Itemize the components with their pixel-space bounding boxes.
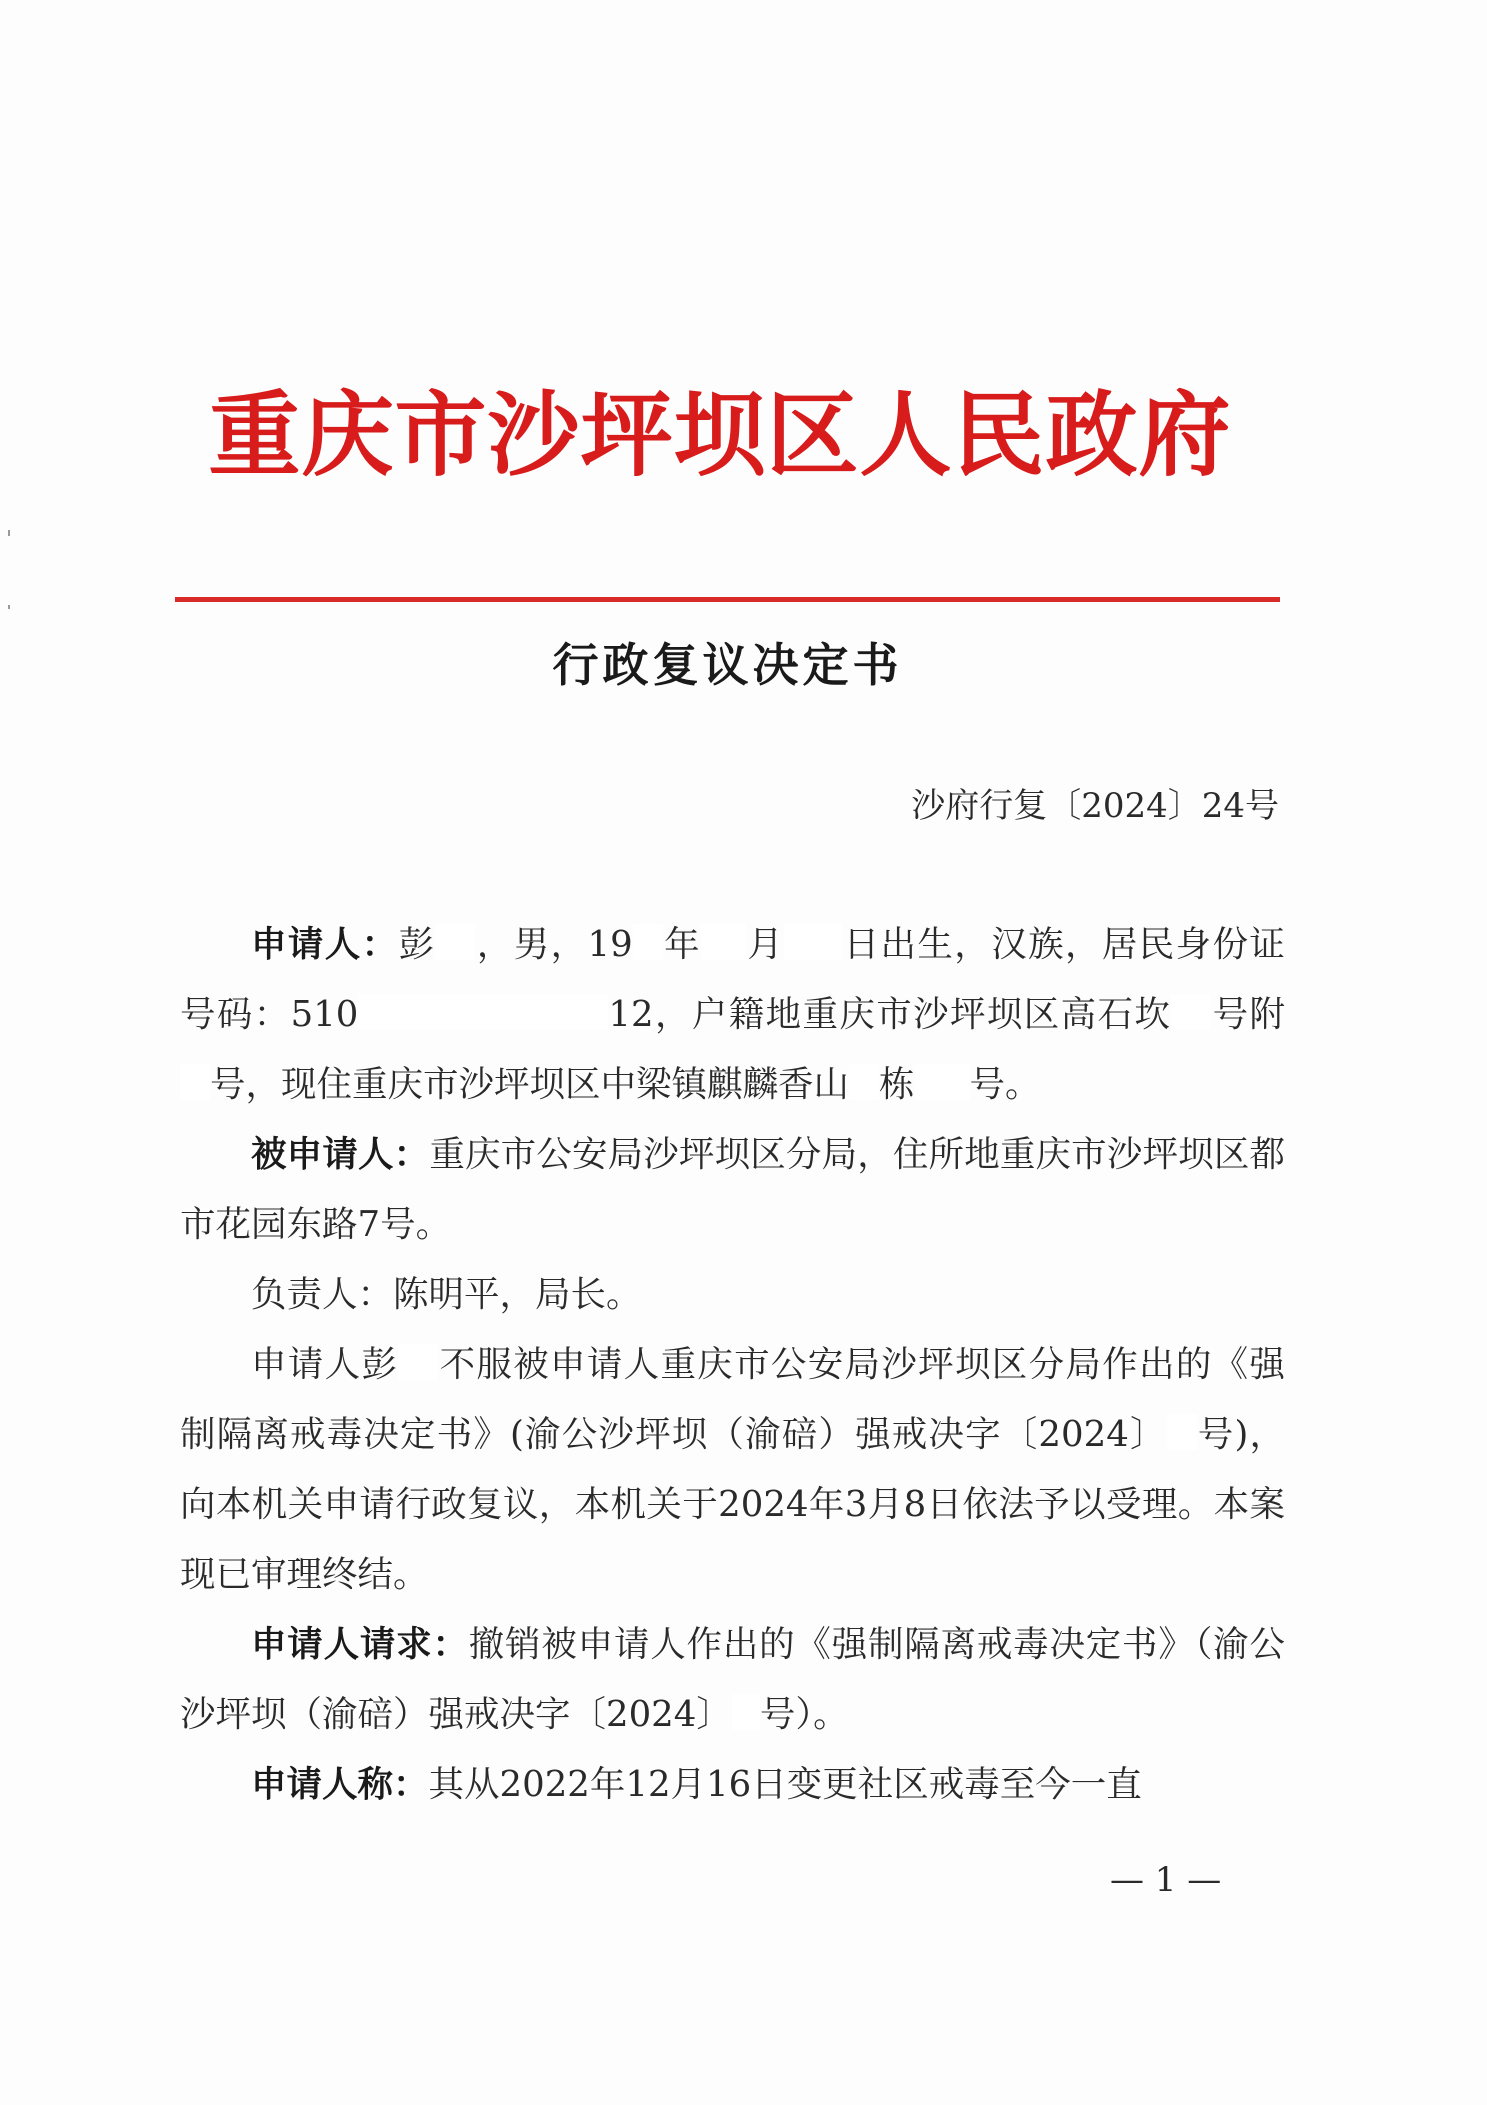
case-intro-text-segment: 号)，向本机关申请行政复议，本机关于2024年3月8日依法予以受理。本案现已审理终结。: [180, 1414, 1285, 1595]
letterhead-title: 重庆市沙坪坝区人民政府: [208, 381, 1232, 489]
applicant-text-segment: 号，现住重庆市沙坪坝区中梁镇麒麟香山: [210, 1064, 850, 1105]
applicant-text-segment: 栋: [879, 1064, 915, 1105]
redaction-box: [701, 924, 746, 960]
applicant-claims-text: 其从2022年12月16日变更社区戒毒至今一直: [428, 1764, 1142, 1805]
document-number: 沙府行复〔2024〕24号: [911, 786, 1279, 826]
redaction-box: [1171, 994, 1211, 1030]
responsible-person-text: 负责人：陈明平，局长。: [251, 1274, 642, 1315]
applicant-text-segment: 日出生，汉族，居民身份证号码：510: [180, 924, 1285, 1035]
applicant-text-segment: 号附: [1211, 994, 1285, 1035]
redaction-box: [358, 994, 608, 1030]
scan-mark: [8, 530, 10, 536]
letterhead-red-rule: [175, 597, 1280, 602]
applicant-text-segment: ，男，19: [475, 924, 633, 965]
applicant-claims-label: 申请人称：: [251, 1764, 429, 1805]
redaction-box: [784, 924, 842, 960]
paragraph-case-intro: [180, 1330, 1285, 1610]
redaction-box: [915, 1064, 970, 1100]
redaction-box: [398, 1344, 438, 1380]
paragraph-applicant-request: [180, 1610, 1285, 1750]
paragraph-respondent: [180, 1120, 1285, 1260]
applicant-surname: 彭: [398, 924, 436, 965]
applicant-label: 申请人：: [251, 924, 399, 965]
document-type-title: 行政复议决定书: [552, 638, 903, 692]
redaction-box: [732, 1694, 760, 1730]
paragraph-applicant-claims: [180, 1750, 1285, 1820]
respondent-label: 被申请人：: [251, 1134, 430, 1175]
case-intro-text-segment: 申请人彭: [251, 1344, 399, 1385]
page-number: — 1 —: [1110, 1860, 1222, 1900]
redaction-box: [1167, 1414, 1197, 1450]
applicant-request-text-segment: 撤销被申请人作出的《强制隔离戒毒决定书》（渝公沙坪坝（渝碚）强戒决字〔2024〕: [180, 1624, 1285, 1735]
paragraph-applicant: [180, 910, 1285, 1120]
applicant-request-text-segment: 号）。: [759, 1694, 849, 1735]
scan-mark: [8, 605, 10, 609]
redaction-box: [435, 924, 475, 960]
applicant-text-segment: 号。: [969, 1064, 1041, 1105]
applicant-text-segment: 月: [745, 924, 785, 965]
redaction-box: [180, 1064, 210, 1100]
document-body: [180, 910, 1285, 1820]
redaction-box: [849, 1064, 879, 1100]
paragraph-responsible-person: [180, 1260, 1285, 1330]
applicant-request-label: 申请人请求：: [251, 1624, 469, 1665]
applicant-text-segment: 12，户籍地重庆市沙坪坝区高石坎: [608, 994, 1172, 1035]
redaction-box: [633, 924, 663, 960]
case-intro-text-segment: 不服被申请人重庆市公安局沙坪坝区分局作出的《强制隔离戒毒决定书》(渝公沙坪坝（渝碚）强戒决字〔2024〕: [180, 1344, 1285, 1455]
applicant-text-segment: 年: [662, 924, 701, 965]
respondent-text: 重庆市公安局沙坪坝区分局，住所地重庆市沙坪坝区都市花园东路7号。: [180, 1134, 1285, 1245]
